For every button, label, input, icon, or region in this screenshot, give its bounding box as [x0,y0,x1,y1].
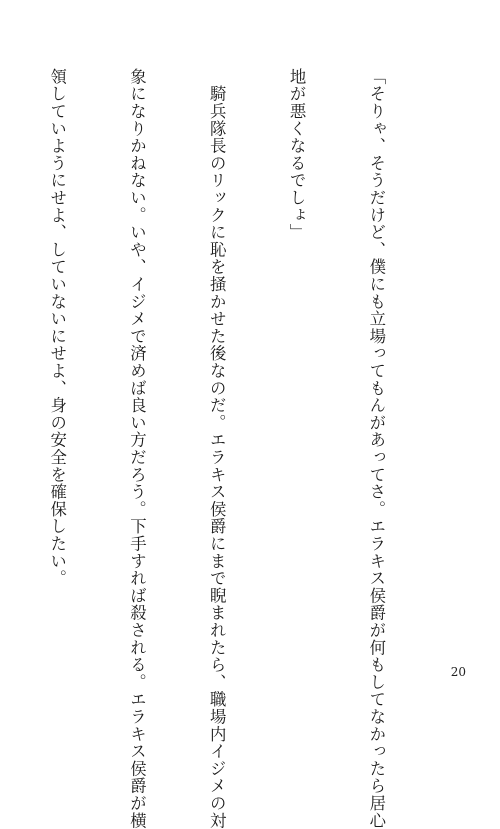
text-line: 地が悪くなるでしょ」 [287,68,307,241]
page-number: 20 [450,665,466,679]
text-line: 領していようにせよ、していないにせよ、身の安全を確保したい。 [47,68,67,587]
text-line: 「そりゃ、そうだけど、僕にも立場ってもんがあってさ。エラキス侯爵が何もしてなかったら居心 [366,68,386,829]
body-text [0,68,442,829]
text-line: 騎兵隊長のリックに恥を掻かせた後なのだ。エラキス侯爵にまで睨まれたら、職場内イジメの対 [207,68,227,829]
text-line: 象になりかねない。いや、イジメで済めば良い方だろう。下手すれば殺される。エラキス侯爵が横 [127,68,147,829]
